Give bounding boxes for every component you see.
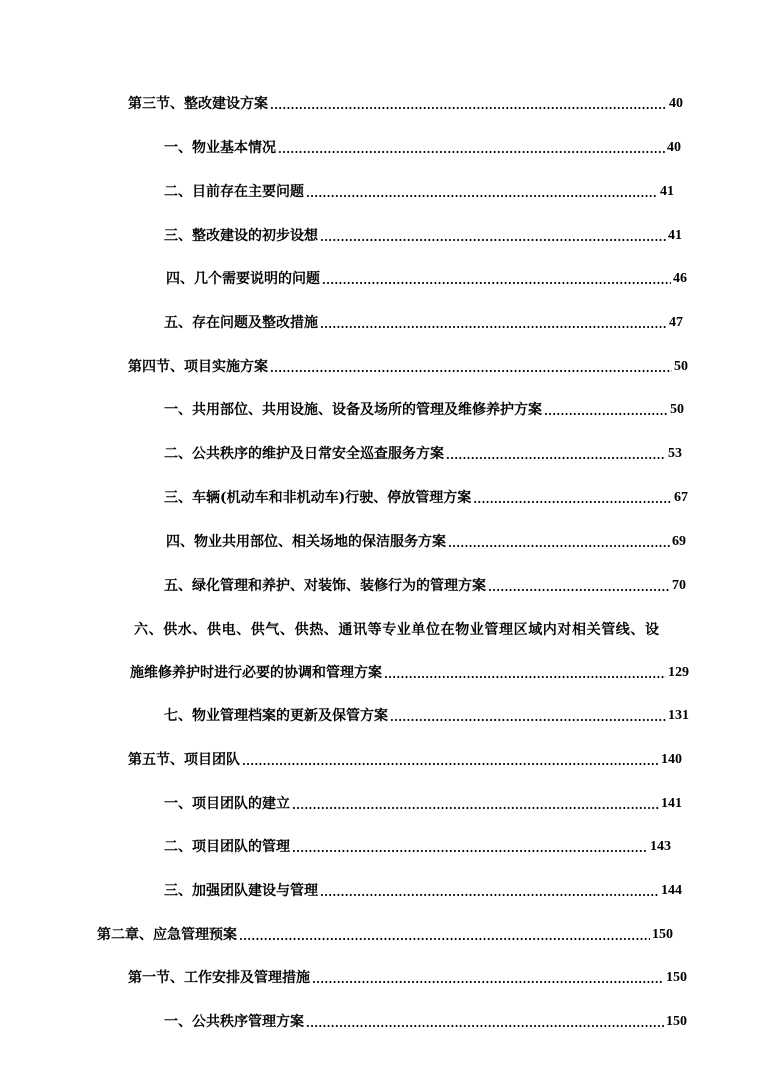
toc-entry[interactable] bbox=[164, 1012, 687, 1032]
toc-entry-page: 131 bbox=[668, 708, 689, 723]
toc-entry[interactable] bbox=[164, 706, 689, 726]
dot-leader bbox=[292, 798, 659, 814]
dot-leader bbox=[320, 317, 667, 333]
toc-entry-page: 140 bbox=[661, 752, 682, 767]
toc-entry[interactable] bbox=[166, 269, 687, 289]
toc-entry-page: 67 bbox=[674, 490, 688, 505]
toc-entry-page: 70 bbox=[672, 578, 686, 593]
toc-entry-page: 129 bbox=[668, 665, 689, 680]
toc-entry[interactable] bbox=[164, 400, 684, 420]
toc-entry[interactable] bbox=[130, 663, 689, 683]
toc-entry-page: 144 bbox=[661, 883, 682, 898]
toc-entry-page: 47 bbox=[669, 315, 683, 330]
toc-entry[interactable] bbox=[166, 532, 686, 552]
toc-entry-page: 41 bbox=[668, 228, 682, 243]
toc-entry-page: 41 bbox=[660, 184, 674, 199]
toc-entry[interactable] bbox=[97, 925, 673, 945]
toc-entry-title: 第三节、整改建设方案 bbox=[128, 96, 268, 112]
toc-entry[interactable] bbox=[128, 750, 682, 770]
toc-entry-page: 50 bbox=[670, 402, 684, 417]
toc-entry-title: 第五节、项目团队 bbox=[128, 752, 240, 768]
toc-entry-page: 150 bbox=[666, 970, 687, 985]
toc-entry-page: 69 bbox=[672, 534, 686, 549]
toc-entry[interactable] bbox=[164, 444, 682, 464]
dot-leader bbox=[544, 404, 668, 420]
toc-entry-title: 三、整改建设的初步设想 bbox=[164, 228, 318, 244]
dot-leader bbox=[473, 492, 672, 508]
dot-leader bbox=[446, 448, 666, 464]
toc-entry-page: 53 bbox=[668, 446, 682, 461]
toc-entry[interactable] bbox=[164, 226, 682, 246]
toc-entry[interactable] bbox=[164, 881, 682, 901]
toc-entry-title: 三、车辆(机动车和非机动车)行驶、停放管理方案 bbox=[164, 490, 472, 506]
toc-entry-page: 50 bbox=[674, 359, 688, 374]
dot-leader bbox=[312, 972, 664, 988]
dot-leader bbox=[320, 885, 659, 901]
toc-entry[interactable] bbox=[164, 576, 686, 596]
toc-entry[interactable] bbox=[164, 182, 674, 202]
toc-entry-page: 40 bbox=[669, 96, 683, 111]
dot-leader bbox=[270, 98, 667, 114]
toc-entry-page: 46 bbox=[673, 271, 687, 286]
dot-leader bbox=[320, 230, 666, 246]
toc-entry[interactable] bbox=[164, 794, 682, 814]
dot-leader bbox=[292, 841, 648, 857]
toc-entry-page: 150 bbox=[666, 1014, 687, 1029]
toc-entry[interactable] bbox=[164, 488, 688, 508]
toc-entry[interactable] bbox=[164, 837, 671, 857]
toc-entry-title: 第二章、应急管理预案 bbox=[97, 927, 237, 943]
toc-entry-title: 第一节、工作安排及管理措施 bbox=[128, 970, 310, 986]
toc-entry-title: 一、共用部位、共用设施、设备及场所的管理及维修养护方案 bbox=[164, 402, 542, 418]
toc-entry-title[interactable]: 六、供水、供电、供气、供热、通讯等专业单位在物业管理区域内对相关管线、设 bbox=[134, 622, 660, 638]
toc-entry[interactable] bbox=[128, 968, 687, 988]
toc-entry-title: 四、物业共用部位、相关场地的保洁服务方案 bbox=[166, 534, 446, 550]
toc-entry-title: 二、目前存在主要问题 bbox=[164, 184, 304, 200]
toc-entry[interactable] bbox=[164, 138, 681, 158]
toc-entry-title: 第四节、项目实施方案 bbox=[128, 359, 268, 375]
dot-leader bbox=[384, 667, 666, 683]
dot-leader bbox=[488, 580, 670, 596]
dot-leader bbox=[390, 710, 666, 726]
toc-entry[interactable] bbox=[128, 94, 683, 114]
toc-entry-title: 二、公共秩序的维护及日常安全巡查服务方案 bbox=[164, 446, 444, 462]
toc-entry-page: 150 bbox=[652, 927, 673, 942]
toc-entry-page: 141 bbox=[661, 796, 682, 811]
dot-leader bbox=[270, 361, 672, 377]
toc-entry-title: 一、项目团队的建立 bbox=[164, 796, 290, 812]
dot-leader bbox=[322, 273, 671, 289]
toc-entry-title: 施维修养护时进行必要的协调和管理方案 bbox=[130, 665, 382, 681]
dot-leader bbox=[242, 754, 659, 770]
toc-entry-title: 一、物业基本情况 bbox=[164, 140, 276, 156]
toc-entry[interactable] bbox=[128, 357, 688, 377]
toc-entry-page: 143 bbox=[650, 839, 671, 854]
toc-entry-title: 七、物业管理档案的更新及保管方案 bbox=[164, 708, 388, 724]
dot-leader bbox=[278, 142, 665, 158]
dot-leader bbox=[448, 536, 670, 552]
toc-entry-title: 五、存在问题及整改措施 bbox=[164, 315, 318, 331]
toc-entry-page: 40 bbox=[667, 140, 681, 155]
toc-entry-title: 三、加强团队建设与管理 bbox=[164, 883, 318, 899]
dot-leader bbox=[306, 186, 658, 202]
toc-entry-title: 五、绿化管理和养护、对装饰、装修行为的管理方案 bbox=[164, 578, 486, 594]
toc-entry-title: 四、几个需要说明的问题 bbox=[166, 271, 320, 287]
dot-leader bbox=[306, 1016, 664, 1032]
toc-entry[interactable] bbox=[164, 313, 683, 333]
toc-entry-title: 二、项目团队的管理 bbox=[164, 839, 290, 855]
dot-leader bbox=[239, 929, 650, 945]
toc-entry-title: 一、公共秩序管理方案 bbox=[164, 1014, 304, 1030]
